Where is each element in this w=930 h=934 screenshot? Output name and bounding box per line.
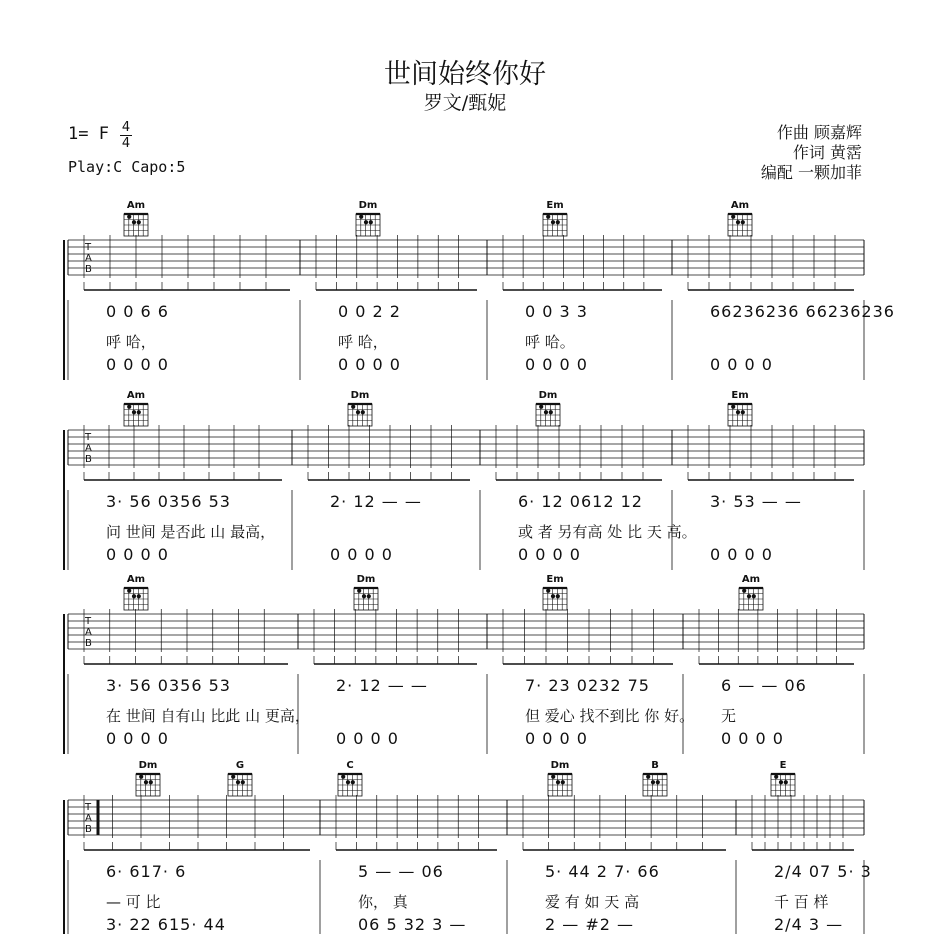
melody-measure: 3· 56 0356 53 (106, 676, 231, 695)
tab-letter: A (85, 253, 92, 264)
chord-grid (543, 214, 567, 236)
chord-grid (543, 588, 567, 610)
lower-part-measure: 3· 22 615· 44 (106, 915, 226, 934)
tab-letter: B (85, 638, 92, 649)
chord-dot (546, 215, 550, 219)
lower-part-measure: 0 0 0 0 (525, 729, 588, 748)
lower-part-measure: 0 0 0 0 (721, 729, 784, 748)
melody-measure: 0 0 6 6 (106, 302, 169, 321)
time-signature-bottom: 4 (121, 136, 131, 151)
melody-measure: 3· 56 0356 53 (106, 492, 231, 511)
chord-dot (137, 594, 141, 598)
key-signature: 1= F (68, 124, 109, 144)
tab-letter: T (85, 616, 92, 627)
chord-name: B (651, 760, 659, 771)
chord-dot (741, 410, 745, 414)
chord-dot (549, 410, 553, 414)
melody-measure: 5· 44 2 7· 66 (545, 862, 660, 881)
lower-part-measure: 2/4 3 — (774, 915, 844, 934)
chord-name: Em (731, 390, 749, 401)
chord-grid (536, 404, 560, 426)
chord-dot (341, 775, 345, 779)
play-capo: Play:C Capo:5 (68, 158, 186, 176)
melody-measure: 0 0 3 3 (525, 302, 588, 321)
chord-grid (354, 588, 378, 610)
lyricist-credit: 作词 黄霑 (792, 143, 862, 162)
lower-part-measure: 0 0 0 0 (106, 545, 169, 564)
chord-dot (774, 775, 778, 779)
chord-dot (137, 220, 141, 224)
tab-letter: T (85, 802, 92, 813)
lower-part-measure: 0 0 0 0 (710, 545, 773, 564)
chord-dot (127, 405, 131, 409)
tab-letter: T (85, 432, 92, 443)
chord-dot (132, 220, 136, 224)
lyric-line: 千 百 样 (774, 893, 829, 911)
song-title: 世间始终你好 (384, 59, 546, 90)
chord-grid (548, 774, 572, 796)
chord-dot (561, 780, 565, 784)
lower-part-measure: 06 5 32 3 — (358, 915, 467, 934)
chord-dot (361, 410, 365, 414)
chord-grid (124, 588, 148, 610)
melody-measure: 6· 617· 6 (106, 862, 187, 881)
chord-dot (149, 780, 153, 784)
chord-name: Em (546, 200, 564, 211)
lyric-line: 在 世间 自有山 比此 山 更高， (106, 707, 310, 725)
lower-part-measure: 0 0 0 0 (106, 355, 169, 374)
chord-dot (784, 780, 788, 784)
tab-letter: A (85, 443, 92, 454)
chord-dot (551, 594, 555, 598)
chord-grid (643, 774, 667, 796)
lyric-line: 你， 真 (358, 893, 408, 911)
chord-name: Am (126, 574, 146, 585)
chord-name: Dm (538, 390, 558, 401)
melody-measure: 6· 12 0612 12 (518, 492, 643, 511)
chord-dot (132, 594, 136, 598)
lower-part-measure: 0 0 0 0 (336, 729, 399, 748)
chord-name: Dm (350, 390, 370, 401)
lyric-line: — 可 比 (106, 893, 161, 911)
melody-measure: 66236236 66236236 (710, 302, 895, 321)
chord-name: Em (546, 574, 564, 585)
chord-name: Dm (550, 760, 570, 771)
lower-part-measure: 0 0 0 0 (338, 355, 401, 374)
lyric-line: 呼 哈， (338, 333, 388, 351)
chord-dot (546, 589, 550, 593)
melody-measure: 7· 23 0232 75 (525, 676, 650, 695)
chord-dot (359, 215, 363, 219)
tab-letter: A (85, 813, 92, 824)
chord-name: G (235, 760, 245, 771)
lyric-line: 问 世间 是否此 山 最高， (106, 523, 276, 541)
melody-measure: 6 — — 06 (721, 676, 807, 695)
chord-dot (369, 220, 373, 224)
arranger-credit: 编配 一颗加菲 (760, 163, 862, 182)
lower-part-measure: 0 0 0 0 (710, 355, 773, 374)
lower-part-measure: 2 — #2 — (545, 915, 635, 934)
melody-measure: 5 — — 06 (358, 862, 444, 881)
chord-grid (338, 774, 362, 796)
lower-part-measure: 0 0 0 0 (330, 545, 393, 564)
chord-grid (739, 588, 763, 610)
chord-name: E (779, 760, 787, 771)
tab-letter: B (85, 454, 92, 465)
tab-letter: B (85, 824, 92, 835)
melody-measure: 2· 12 — — (336, 676, 428, 695)
time-signature-top: 4 (121, 120, 131, 135)
chord-name: C (346, 760, 354, 771)
chord-dot (357, 589, 361, 593)
chord-dot (747, 594, 751, 598)
chord-dot (362, 594, 366, 598)
chord-dot (551, 775, 555, 779)
lyric-line: 无 (721, 707, 737, 725)
tab-letter: T (85, 242, 92, 253)
song-artist: 罗文/甄妮 (423, 92, 507, 114)
chord-dot (736, 410, 740, 414)
chord-dot (236, 780, 240, 784)
chord-dot (351, 780, 355, 784)
chord-dot (779, 780, 783, 784)
time-signature (120, 121, 132, 150)
chord-dot (646, 775, 650, 779)
chord-grid (728, 214, 752, 236)
lyric-line: 呼 哈， (106, 333, 156, 351)
chord-dot (731, 405, 735, 409)
lyric-line: 爱 有 如 天 高 (545, 893, 640, 911)
melody-measure: 0 0 2 2 (338, 302, 401, 321)
chord-dot (742, 589, 746, 593)
chord-dot (556, 594, 560, 598)
lower-part-measure: 0 0 0 0 (518, 545, 581, 564)
chord-dot (132, 410, 136, 414)
chord-dot (139, 775, 143, 779)
melody-measure: 3· 53 — — (710, 492, 802, 511)
chord-grid (348, 404, 372, 426)
chord-grid (356, 214, 380, 236)
chord-name: Am (126, 390, 146, 401)
chord-dot (556, 220, 560, 224)
chord-grid (124, 214, 148, 236)
chord-dot (144, 780, 148, 784)
chord-grid (124, 404, 148, 426)
chord-dot (127, 215, 131, 219)
chord-dot (137, 410, 141, 414)
chord-dot (241, 780, 245, 784)
lower-part-measure: 0 0 0 0 (525, 355, 588, 374)
chord-name: Dm (356, 574, 376, 585)
lyric-line: 或 者 另有高 处 比 天 高。 (518, 523, 697, 541)
lyric-line: 呼 哈。 (525, 333, 575, 351)
chord-grid (771, 774, 795, 796)
chord-dot (356, 410, 360, 414)
lyric-line: 但 爱心 找不到比 你 好。 (525, 707, 695, 725)
chord-dot (551, 220, 555, 224)
chord-dot (351, 405, 355, 409)
chord-dot (231, 775, 235, 779)
chord-dot (752, 594, 756, 598)
chord-dot (544, 410, 548, 414)
chord-name: Am (730, 200, 750, 211)
chord-dot (656, 780, 660, 784)
chord-grid (728, 404, 752, 426)
chord-grid (228, 774, 252, 796)
chord-dot (539, 405, 543, 409)
chord-dot (556, 780, 560, 784)
lower-part-measure: 0 0 0 0 (106, 729, 169, 748)
chord-grid (136, 774, 160, 796)
chord-dot (367, 594, 371, 598)
chord-dot (651, 780, 655, 784)
tab-letter: A (85, 627, 92, 638)
chord-dot (741, 220, 745, 224)
chord-dot (346, 780, 350, 784)
chord-dot (127, 589, 131, 593)
melody-measure: 2· 12 — — (330, 492, 422, 511)
chord-name: Am (126, 200, 146, 211)
melody-measure: 2/4 07 5· 3 (774, 862, 872, 881)
composer-credit: 作曲 顾嘉辉 (776, 123, 862, 142)
chord-dot (731, 215, 735, 219)
chord-dot (736, 220, 740, 224)
chord-name: Dm (358, 200, 378, 211)
chord-dot (364, 220, 368, 224)
chord-name: Dm (138, 760, 158, 771)
tab-letter: B (85, 264, 92, 275)
chord-name: Am (741, 574, 761, 585)
